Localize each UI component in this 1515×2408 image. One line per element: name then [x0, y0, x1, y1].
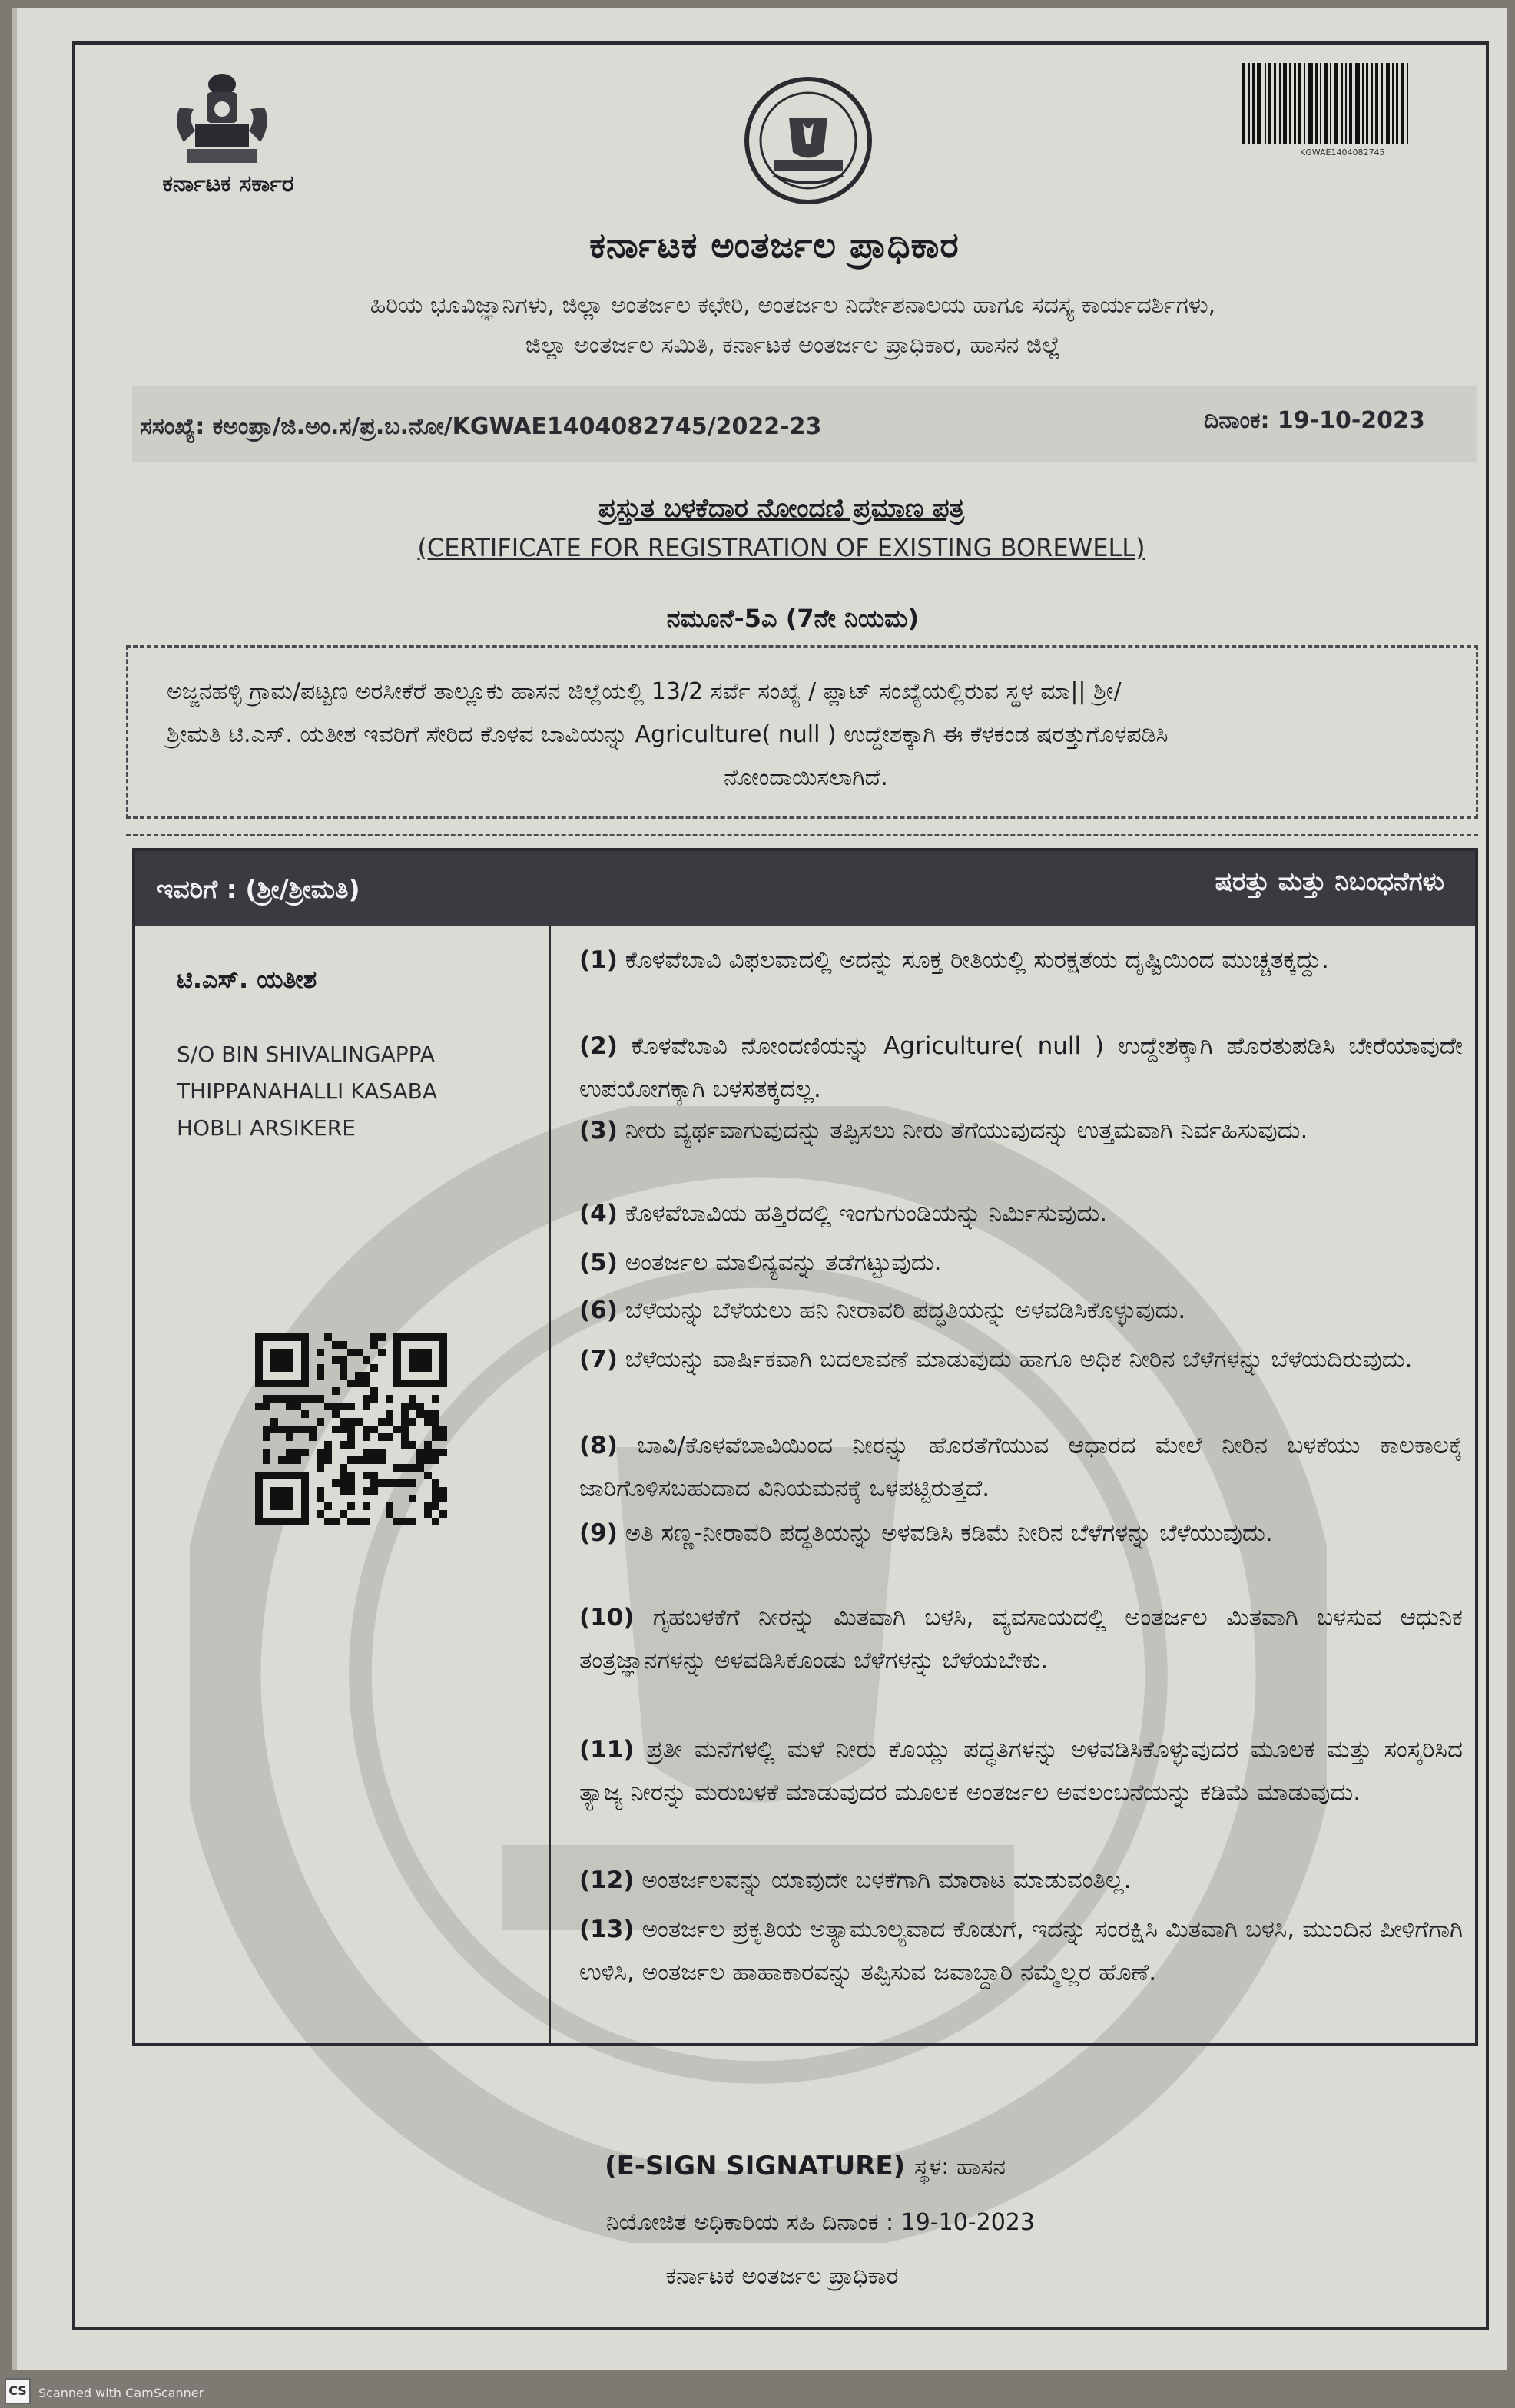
address-line: S/O BIN SHIVALINGAPPA — [177, 1042, 435, 1067]
condition-text: ಕೊಳವೆಬಾವಿಯ ಹತ್ತಿರದಲ್ಲಿ ಇಂಗುಗುಂಡಿಯನ್ನು ನಿರ್ಮಿಸುವುದು. — [625, 1200, 1108, 1227]
barcode-bar — [1341, 63, 1343, 144]
certificate-title-en: (CERTIFICATE FOR REGISTRATION OF EXISTING BOREWELL) — [417, 533, 1145, 562]
qr-module — [370, 1456, 378, 1464]
qr-module — [347, 1380, 355, 1387]
qr-module — [286, 1426, 293, 1433]
qr-module — [393, 1479, 401, 1487]
qr-module — [363, 1449, 370, 1456]
qr-module — [347, 1518, 355, 1525]
condition-item — [579, 939, 1463, 982]
state-emblem-icon — [164, 69, 280, 169]
condition-item — [579, 1192, 1463, 1235]
barcode-bar — [1294, 63, 1296, 144]
qr-module — [324, 1518, 332, 1525]
qr-module — [286, 1449, 293, 1456]
qr-module — [347, 1403, 355, 1410]
condition-text: ಕೊಳವೆಬಾವಿ ವಿಫಲವಾದಲ್ಲಿ ಅದನ್ನು ಸೂಕ್ತ ರೀತಿಯಲ್ಲಿ ಸುರಕ್ಷತೆಯ ದೃಷ್ಟಿಯಿಂದ ಮುಚ್ಚತಕ್ಕದ್ದು. — [625, 946, 1329, 974]
qr-module — [363, 1487, 370, 1495]
qr-module — [424, 1441, 432, 1449]
qr-module — [317, 1395, 324, 1403]
qr-module — [340, 1364, 347, 1372]
address-line: THIPPANAHALLI KASABA — [177, 1078, 438, 1104]
qr-module — [409, 1479, 416, 1487]
condition-number: (6) — [579, 1297, 618, 1324]
qr-module — [370, 1364, 378, 1372]
qr-module — [409, 1441, 416, 1449]
qr-module — [378, 1449, 386, 1456]
qr-module — [409, 1495, 416, 1502]
qr-module — [416, 1464, 424, 1472]
barcode-bar — [1345, 63, 1347, 144]
table-header — [135, 851, 1475, 926]
address-line: HOBLI ARSIKERE — [177, 1115, 356, 1141]
condition-text: ನೀರು ವ್ಯರ್ಥವಾಗುವುದನ್ನು ತಪ್ಪಿಸಲು ನೀರು ತೆಗೆಯುವುದನ್ನು ಉತ್ತಮವಾಗಿ ನಿರ್ವಹಿಸುವುದು. — [625, 1117, 1308, 1144]
qr-module — [378, 1456, 386, 1464]
barcode-bar — [1324, 63, 1328, 144]
qr-module — [439, 1495, 447, 1502]
condition-item — [579, 1338, 1463, 1381]
qr-module — [378, 1479, 386, 1487]
authority-seal-icon — [743, 75, 874, 206]
qr-module — [401, 1418, 409, 1426]
qr-module — [263, 1449, 270, 1456]
qr-module — [278, 1395, 286, 1403]
subtitle-line: ಹಿರಿಯ ಭೂವಿಜ್ಞಾನಿಗಳು, ಜಿಲ್ಲಾ ಅಂತರ್ಜಲ ಕಛೇರಿ, ಅಂತರ್ಜಲ ನಿರ್ದೇಶನಾಲಯ ಹಾಗೂ ಸದಸ್ಯ ಕಾರ್ಯದರ್ಶಿಗಳು, — [370, 292, 1216, 319]
qr-module — [355, 1349, 363, 1356]
qr-module — [386, 1502, 393, 1510]
qr-module — [332, 1341, 340, 1349]
barcode-bar — [1355, 63, 1360, 144]
qr-module — [355, 1418, 363, 1426]
qr-module — [286, 1433, 293, 1441]
qr-module — [432, 1395, 439, 1403]
qr-module — [401, 1464, 409, 1472]
qr-module — [409, 1403, 416, 1410]
signature-line — [17, 2151, 1515, 2181]
qr-module — [317, 1464, 324, 1472]
qr-module — [347, 1479, 355, 1487]
qr-module — [439, 1426, 447, 1433]
qr-module — [309, 1395, 317, 1403]
govt-label: ಕರ್ನಾಟಕ ಸರ್ಕಾರ — [162, 171, 294, 197]
registration-line: ಶ್ರೀಮತಿ ಟಿ.ಎಸ್. ಯತೀಶ ಇವರಿಗೆ ಸೇರಿದ ಕೊಳವ ಬಾವಿಯನ್ನು Agriculture( null ) ಉದ್ದೇಶಕ್ಕಾಗಿ ಈ ಕೆಳಕಂಡ ಷರತ್ತುಗೊಳಪಡಿಸಿ — [167, 721, 1169, 748]
signature-place: ಸ್ಥಳ: ಹಾಸನ — [914, 2154, 1006, 2181]
qr-module — [332, 1479, 340, 1487]
qr-module — [317, 1495, 324, 1502]
qr-module — [324, 1449, 332, 1456]
conditions-table — [132, 848, 1478, 2046]
reference-number: ಸಸಂಖ್ಯೆ: ಕಅಂಪ್ರಾ/ಜಿ.ಅಂ.ಸ/ಪ್ರ.ಬ.ನೋ/KGWAE1404082745/2022-23 — [140, 413, 822, 440]
qr-module — [401, 1410, 409, 1418]
condition-text: ಬೆಳೆಯನ್ನು ವಾರ್ಷಿಕವಾಗಿ ಬದಲಾವಣೆ ಮಾಡುವುದು ಹಾಗೂ ಅಧಿಕ ನೀರಿನ ಬೆಳೆಗಳನ್ನು ಬೆಳೆಯದಿರುವುದು. — [625, 1346, 1413, 1373]
condition-item — [579, 1859, 1463, 1902]
signature-date: ನಿಯೋಜಿತ ಅಧಿಕಾರಿಯ ಸಹಿ ದಿನಾಂಕ : 19-10-2023 — [606, 2209, 1035, 2236]
qr-module — [370, 1387, 378, 1395]
qr-module — [324, 1403, 332, 1410]
qr-module — [424, 1472, 432, 1479]
certificate-title-kn: ಪ್ರಸ್ತುತ ಬಳಕೆದಾರ ನೋಂದಣಿ ಪ್ರಮಾಣ ಪತ್ರ — [598, 493, 965, 524]
qr-module — [301, 1426, 309, 1433]
qr-module — [363, 1518, 370, 1525]
barcode — [1242, 63, 1457, 144]
qr-module — [363, 1403, 370, 1410]
qr-module — [386, 1410, 393, 1418]
form-number: ನಮೂನೆ-5ಎ (7ನೇ ನಿಯಮ) — [666, 604, 920, 633]
condition-text: ಕೊಳವೆಬಾವಿ ನೋಂದಣಿಯನ್ನು Agriculture( null ) ಉದ್ದೇಶಕ್ಕಾಗಿ ಹೊರತುಪಡಿಸಿ ಬೇರೆಯಾವುದೇ ಉಪಯೋಗಕ್ಕಾಗಿ ಬಳಸತಕ್ಕದಲ್ಲ. — [579, 1032, 1463, 1103]
condition-number: (13) — [579, 1916, 635, 1943]
condition-number: (2) — [579, 1032, 618, 1060]
qr-module — [401, 1479, 409, 1487]
qr-module — [409, 1464, 416, 1472]
qr-module — [270, 1349, 293, 1372]
column-divider — [549, 926, 551, 2046]
qr-module — [324, 1333, 332, 1341]
condition-item — [579, 1424, 1463, 1510]
barcode-bar — [1283, 63, 1287, 144]
barcode-bar — [1308, 63, 1313, 144]
qr-module — [370, 1487, 378, 1495]
qr-module — [386, 1510, 393, 1518]
qr-module — [340, 1464, 347, 1472]
qr-module — [370, 1426, 378, 1433]
condition-item — [579, 1596, 1463, 1682]
barcode-bar — [1268, 63, 1271, 144]
qr-module — [340, 1441, 347, 1449]
qr-module — [439, 1487, 447, 1495]
qr-module — [416, 1410, 424, 1418]
signature-authority: ಕರ್ನಾಟಕ ಅಂತರ್ಜಲ ಪ್ರಾಧಿಕಾರ — [665, 2263, 899, 2290]
barcode-bar — [1248, 63, 1250, 144]
qr-module — [340, 1403, 347, 1410]
qr-module — [401, 1403, 409, 1410]
condition-text: ಅಂತರ್ಜಲ ಪ್ರಕೃತಿಯ ಅತ್ಯಾಮೂಲ್ಯವಾದ ಕೊಡುಗೆ, ಇದನ್ನು ಸಂರಕ್ಷಿಸಿ ಮಿತವಾಗಿ ಬಳಸಿ, ಮುಂದಿನ ಪೀಳಿಗೆಗಾಗಿ ಉಳಿಸಿ, ಅಂತರ್ಜಲ ಹಾಹಾಕಾರವನ್ನು ತಪ್ಪಿಸುವ ಜವಾಬ್ದಾರಿ ನಮ್ಮೆಲ್ಲರ ಹೊಣೆ. — [579, 1916, 1464, 1986]
qr-module — [332, 1410, 340, 1418]
qr-module — [317, 1487, 324, 1495]
subtitle-line: ಜಿಲ್ಲಾ ಅಂತರ್ಜಲ ಸಮಿತಿ, ಕರ್ನಾಟಕ ಅಂತರ್ಜಲ ಪ್ರಾಧಿಕಾರ, ಹಾಸನ ಜಿಲ್ಲೆ — [525, 332, 1061, 359]
qr-module — [409, 1349, 432, 1372]
qr-module — [363, 1502, 370, 1510]
qr-module — [278, 1456, 286, 1464]
holder-name: ಟಿ.ಎಸ್. ಯತೀಶ — [177, 965, 317, 994]
qr-module — [317, 1418, 324, 1426]
condition-text: ಪ್ರತೀ ಮನೆಗಳಲ್ಲಿ ಮಳೆ ನೀರು ಕೊಯ್ಲು ಪದ್ಧತಿಗಳನ್ನು ಅಳವಡಿಸಿಕೊಳ್ಳುವುದರ ಮೂಲಕ ಮತ್ತು ಸಂಸ್ಕರಿಸಿದ ತ್ಯಾಜ್ಯ ನೀರನ್ನು ಮರುಬಳಕೆ ಮಾಡುವುದರ ಮೂಲಕ ಅಂತರ್ಜಲ ಅವಲಂಬನೆಯನ್ನು ಕಡಿಮೆ ಮಾಡುವುದು. — [579, 1736, 1463, 1807]
qr-module — [386, 1433, 393, 1441]
qr-module — [432, 1502, 439, 1510]
qr-module — [293, 1449, 301, 1456]
qr-module — [424, 1449, 432, 1456]
barcode-bar — [1386, 63, 1390, 144]
qr-module — [263, 1433, 270, 1441]
barcode-bar — [1349, 63, 1352, 144]
qr-module — [393, 1464, 401, 1472]
qr-module — [340, 1472, 347, 1479]
qr-module — [270, 1426, 278, 1433]
registration-line: ನೋಂದಾಯಿಸಲಾಗಿದೆ. — [724, 764, 888, 791]
qr-module — [363, 1472, 370, 1479]
holder-address — [177, 1036, 530, 1147]
qr-module — [370, 1341, 378, 1349]
condition-item — [579, 1241, 1463, 1284]
condition-number: (12) — [579, 1866, 635, 1894]
condition-number: (4) — [579, 1200, 618, 1227]
qr-module — [370, 1479, 378, 1487]
barcode-bar — [1289, 63, 1291, 144]
qr-module — [363, 1372, 370, 1380]
qr-module — [263, 1403, 270, 1410]
registration-statement — [126, 645, 1478, 819]
condition-item — [579, 1908, 1463, 1994]
qr-module — [293, 1403, 301, 1410]
qr-module — [263, 1426, 270, 1433]
qr-module — [340, 1418, 347, 1426]
qr-module — [255, 1403, 263, 1410]
qr-module — [293, 1395, 301, 1403]
qr-module — [340, 1510, 347, 1518]
qr-module — [386, 1418, 393, 1426]
reference-date: ದಿನಾಂಕ: 19-10-2023 — [1204, 407, 1425, 434]
qr-module — [332, 1518, 340, 1525]
barcode-bar — [1298, 63, 1301, 144]
qr-module — [424, 1418, 432, 1426]
condition-item — [579, 1109, 1463, 1152]
qr-module — [355, 1380, 363, 1387]
qr-module — [432, 1456, 439, 1464]
barcode-bar — [1362, 63, 1364, 144]
qr-module — [340, 1487, 347, 1495]
qr-module — [355, 1456, 363, 1464]
qr-module — [347, 1418, 355, 1426]
barcode-bar — [1279, 63, 1281, 144]
barcode-bar — [1257, 63, 1261, 144]
condition-number: (7) — [579, 1346, 618, 1373]
barcode-bar — [1252, 63, 1255, 144]
qr-module — [347, 1441, 355, 1449]
qr-module — [324, 1456, 332, 1464]
qr-module — [393, 1426, 401, 1433]
barcode-bar — [1392, 63, 1394, 144]
qr-module — [263, 1395, 270, 1403]
qr-module — [424, 1456, 432, 1464]
holder-details — [177, 965, 530, 1147]
barcode-bar — [1274, 63, 1276, 144]
qr-module — [347, 1433, 355, 1441]
qr-module — [370, 1449, 378, 1456]
qr-module — [347, 1502, 355, 1510]
qr-module — [340, 1479, 347, 1487]
qr-module — [309, 1433, 317, 1441]
qr-module — [378, 1418, 386, 1426]
condition-text: ಅಂತರ್ಜಲವನ್ನು ಯಾವುದೇ ಬಳಕೆಗಾಗಿ ಮಾರಾಟ ಮಾಡುವಂತಿಲ್ಲ. — [641, 1866, 1132, 1894]
qr-module — [370, 1395, 378, 1403]
qr-module — [439, 1449, 447, 1456]
qr-module — [332, 1387, 340, 1395]
camscanner-footer: Scanned with CamScanner — [38, 2386, 204, 2400]
qr-module — [317, 1510, 324, 1518]
qr-module — [340, 1341, 347, 1349]
authority-title: ಕರ್ನಾಟಕ ಅಂತರ್ಜಲ ಪ್ರಾಧಿಕಾರ — [589, 224, 960, 266]
qr-module — [263, 1456, 270, 1464]
qr-module — [424, 1510, 432, 1518]
qr-module — [286, 1403, 293, 1410]
qr-module — [347, 1472, 355, 1479]
qr-module — [432, 1410, 439, 1418]
qr-module — [347, 1487, 355, 1495]
camscanner-logo: CS — [5, 2378, 31, 2404]
qr-module — [270, 1418, 278, 1426]
qr-module — [301, 1410, 309, 1418]
condition-text: ಗೃಹಬಳಕೆಗೆ ನೀರನ್ನು ಮಿತವಾಗಿ ಬಳಸಿ, ವ್ಯವಸಾಯದಲ್ಲಿ ಅಂತರ್ಜಲ ಮಿತವಾಗಿ ಬಳಸುವ ಆಧುನಿಕ ತಂತ್ರಜ್ಞಾನಗಳನ್ನು ಅಳವಡಿಸಿಕೊಂಡು ಬೆಳೆಗಳನ್ನು ಬೆಳೆಯಬೇಕು. — [579, 1604, 1464, 1674]
qr-module — [439, 1433, 447, 1441]
qr-module — [286, 1395, 293, 1403]
qr-module — [332, 1426, 340, 1433]
qr-module — [409, 1518, 416, 1525]
barcode-bar — [1401, 63, 1404, 144]
qr-module — [355, 1518, 363, 1525]
qr-module — [439, 1510, 447, 1518]
qr-module — [363, 1356, 370, 1364]
condition-number: (9) — [579, 1519, 618, 1547]
qr-module — [386, 1395, 393, 1403]
barcode-number: KGWAE1404082745 — [1300, 147, 1385, 157]
barcode-bar — [1407, 63, 1408, 144]
qr-module — [432, 1479, 439, 1487]
barcode-bar — [1375, 63, 1378, 144]
barcode-bar — [1366, 63, 1368, 144]
barcode-bar — [1265, 63, 1266, 144]
qr-module — [278, 1426, 286, 1433]
qr-module — [424, 1502, 432, 1510]
qr-module — [432, 1426, 439, 1433]
qr-module — [432, 1449, 439, 1456]
qr-code — [255, 1333, 447, 1525]
condition-item — [579, 1512, 1463, 1555]
condition-number: (3) — [579, 1117, 618, 1144]
qr-module — [363, 1380, 370, 1387]
qr-module — [324, 1441, 332, 1449]
authority-subtitle — [186, 286, 1400, 366]
condition-number: (11) — [579, 1736, 635, 1764]
certificate-page — [12, 8, 1507, 2370]
qr-module — [401, 1518, 409, 1525]
qr-module — [317, 1364, 324, 1372]
qr-module — [409, 1395, 416, 1403]
qr-module — [416, 1456, 424, 1464]
qr-module — [317, 1349, 324, 1356]
qr-module — [270, 1395, 278, 1403]
condition-text: ಅತಿ ಸಣ್ಣ-ನೀರಾವರಿ ಪದ್ಧತಿಯನ್ನು ಅಳವಡಿಸಿ ಕಡಿಮೆ ನೀರಿನ ಬೆಳೆಗಳನ್ನು ಬೆಳೆಯುವುದು. — [625, 1519, 1273, 1547]
qr-module — [401, 1441, 409, 1449]
qr-module — [424, 1410, 432, 1418]
qr-module — [309, 1426, 317, 1433]
qr-module — [401, 1426, 409, 1433]
condition-number: (1) — [579, 946, 618, 974]
condition-item — [579, 1025, 1463, 1111]
qr-module — [363, 1426, 370, 1433]
qr-module — [270, 1487, 293, 1510]
qr-module — [393, 1518, 401, 1525]
qr-module — [355, 1372, 363, 1380]
barcode-bar — [1371, 63, 1373, 144]
qr-module — [347, 1456, 355, 1464]
qr-module — [317, 1372, 324, 1380]
barcode-bar — [1242, 63, 1245, 144]
condition-text: ಬಾವಿ/ಕೊಳವೆಬಾವಿಯಿಂದ ನೀರನ್ನು ಹೊರತೆಗೆಯುವ ಆಧಾರದ ಮೇಲೆ ನೀರಿನ ಬಳಕೆಯು ಕಾಲಕಾಲಕ್ಕೆ ಜಾರಿಗೊಳಿಸಬಹುದಾದ ವಿನಿಯಮನಕ್ಕೆ ಒಳಪಟ್ಟಿರುತ್ತದೆ. — [579, 1432, 1463, 1502]
barcode-bar — [1330, 63, 1331, 144]
qr-module — [432, 1495, 439, 1502]
qr-module — [401, 1433, 409, 1441]
qr-module — [286, 1456, 293, 1464]
barcode-bar — [1315, 63, 1318, 144]
qr-module — [363, 1433, 370, 1441]
condition-number: (8) — [579, 1432, 618, 1459]
qr-module — [347, 1349, 355, 1356]
condition-text: ಅಂತರ್ಜಲ ಮಾಲಿನ್ಯವನ್ನು ತಡೆಗಟ್ಟುವುದು. — [625, 1249, 942, 1277]
qr-module — [378, 1433, 386, 1441]
esign-label: (E-SIGN SIGNATURE) — [605, 2151, 906, 2181]
qr-module — [378, 1349, 386, 1356]
qr-module — [378, 1333, 386, 1341]
qr-module — [293, 1456, 301, 1464]
condition-item — [579, 1289, 1463, 1332]
dashed-divider — [126, 834, 1478, 836]
qr-module — [293, 1426, 301, 1433]
qr-module — [432, 1518, 439, 1525]
qr-module — [301, 1395, 309, 1403]
barcode-bar — [1396, 63, 1398, 144]
registration-line: ಅಜ್ಜನಹಳ್ಳಿ ಗ್ರಾಮ/ಪಟ್ಟಣ ಅರಸೀಕೆರೆ ತಾಲ್ಲೂಕು ಹಾಸನ ಜಿಲ್ಲೆಯಲ್ಲಿ 13/2 ಸರ್ವೆ ಸಂಖ್ಯೆ / ಪ್ಲಾಟ್ ಸಂಖ್ಯೆಯಲ್ಲಿರುವ ಸ್ಥಳ ಮಾ|| ಶ್ರೀ/ — [167, 678, 1122, 705]
qr-module — [386, 1479, 393, 1487]
qr-module — [432, 1433, 439, 1441]
qr-module — [317, 1456, 324, 1464]
qr-module — [416, 1449, 424, 1456]
qr-module — [363, 1395, 370, 1403]
conditions-column-header: ಷರತ್ತು ಮತ್ತು ನಿಬಂಧನೆಗಳು — [1215, 866, 1444, 896]
qr-module — [332, 1403, 340, 1410]
qr-module — [301, 1449, 309, 1456]
condition-text: ಬೆಳೆಯನ್ನು ಬೆಳೆಯಲು ಹನಿ ನೀರಾವರಿ ಪದ್ಧತಿಯನ್ನು ಅಳವಡಿಸಿಕೊಳ್ಳುವುದು. — [625, 1297, 1186, 1324]
barcode-bar — [1334, 63, 1338, 144]
qr-module — [347, 1426, 355, 1433]
qr-module — [324, 1502, 332, 1510]
qr-module — [432, 1487, 439, 1495]
condition-item — [579, 1728, 1463, 1814]
condition-number: (5) — [579, 1249, 618, 1277]
condition-number: (10) — [579, 1604, 635, 1631]
qr-module — [416, 1403, 424, 1410]
qr-module — [317, 1449, 324, 1456]
barcode-bar — [1381, 63, 1383, 144]
qr-module — [332, 1356, 340, 1364]
barcode-bar — [1304, 63, 1305, 144]
qr-module — [340, 1426, 347, 1433]
qr-module — [370, 1472, 378, 1479]
holder-column-header: ಇವರಿಗೆ : (ಶ್ರೀ/ಶ್ರೀಮತಿ) — [157, 874, 360, 904]
barcode-bar — [1320, 63, 1321, 144]
qr-module — [370, 1333, 378, 1341]
qr-module — [363, 1456, 370, 1464]
qr-module — [409, 1418, 416, 1426]
qr-module — [340, 1372, 347, 1380]
qr-module — [340, 1356, 347, 1364]
qr-module — [432, 1418, 439, 1426]
